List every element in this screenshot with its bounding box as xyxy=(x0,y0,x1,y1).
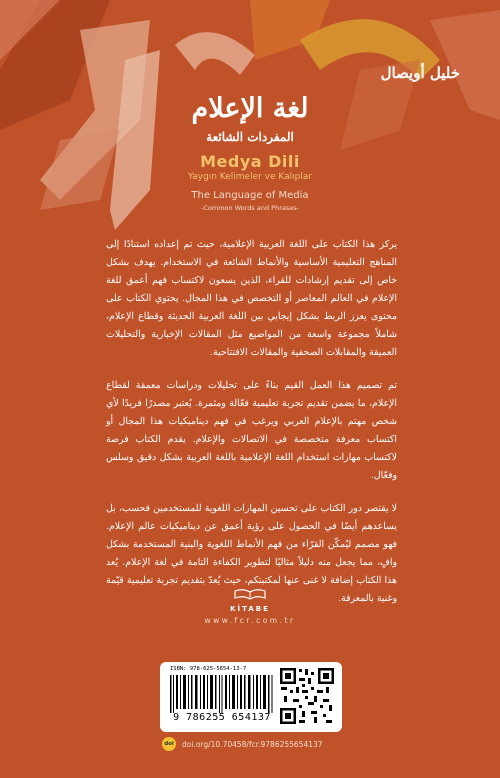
book-subtitle-english: -Common Words and Phrases- xyxy=(201,204,299,212)
book-title-english: The Language of Media xyxy=(191,190,309,201)
blurb-paragraph-2: تم تصميم هذا العمل القيم بناءً على تحليلات ودراسات معمقة لقطاع الإعلام، ما يضمن تقديم تجربة تعليمية فعّالة ومثمرة. يُعتبر مصدرًا فريدًا لأي شخص مهتم بالإعلام العربي ويرغب في فهم ديناميكيات هذا المجال أو اكتساب معرفة متخصصة في الاتصالات والإعلام. يقدم الكتاب فرصة لاكتساب مهارات استخدام اللغة الإعلامية باللغة العربية بشكل دقيق وسلس وفعّال. xyxy=(106,380,397,481)
qr-code[interactable] xyxy=(278,666,336,726)
blurb-paragraph-3: لا يقتصر دور الكتاب على تحسين المهارات اللغوية للمستخدمين فحسب، بل يساعدهم أيضًا في الحصول على رؤية أعمق عن ديناميكيات عالم الإعلام. فهو مصمم ليُمكّن القرّاء من فهم الأنماط اللغوية والبنية المستخدمة بشكل وافٍ، مما يجعل منه دليلاً مثاليًا لتطوير الكفاءة التامة في لغة الإعلام. يُعد هذا الكتاب إضافة لا غنى عنها لمكتبتكم، حيث يُعدّ بتقديم تجربة تعليمية قيّمة وغنية بالمعرفة. xyxy=(106,503,397,604)
open-book-icon xyxy=(233,588,267,600)
book-title-turkish: Medya Dili xyxy=(200,152,300,171)
author-name: خليل أويصال xyxy=(380,64,460,82)
doi-link[interactable] xyxy=(162,737,323,751)
doi-icon: doi xyxy=(162,737,176,751)
publisher-logo xyxy=(200,585,300,613)
publisher-website[interactable]: www.fcr.com.tr xyxy=(204,616,296,625)
isbn-label: ISBN: 978-625-5654-13-7 xyxy=(170,666,247,672)
publisher-name: KİTABE xyxy=(230,605,270,613)
book-subtitle-arabic: المفردات الشائعة xyxy=(206,130,294,144)
doi-text[interactable]: doi.org/10.70458/fcr.9786255654137 xyxy=(182,739,323,749)
blurb-text xyxy=(106,236,397,623)
barcode-bars xyxy=(170,675,274,713)
book-title-arabic: لغة الإعلام xyxy=(191,93,309,124)
barcode-number: 9 786255 654137 xyxy=(173,712,271,723)
book-subtitle-turkish: Yaygın Kelimeler ve Kalıplar xyxy=(187,172,313,182)
blurb-paragraph-1: يركز هذا الكتاب على اللغة العربية الإعلامية، حيث تم إعداده استنادًا إلى المناهج التعليمية الأساسية والأنماط الشائعة في الاستخدام. يهدف بشكل خاص إلى تقديم إرشادات للقراء، الذين يسعون لاكتساب فهم أعمق للغة الإعلام في العالم المعاصر أو التخصص في هذا المجال. يحتوي الكتاب على محتوى يعزز الربط بشكل إيجابي بين اللغة العربية الحديثة وقطاع الإعلام، شاملاً مجموعة واسعة من المواضيع مثل المقالات الإخبارية والتحليلات العميقة والمقابلات الصحفية والمقالات الافتتاحية. xyxy=(106,239,397,358)
